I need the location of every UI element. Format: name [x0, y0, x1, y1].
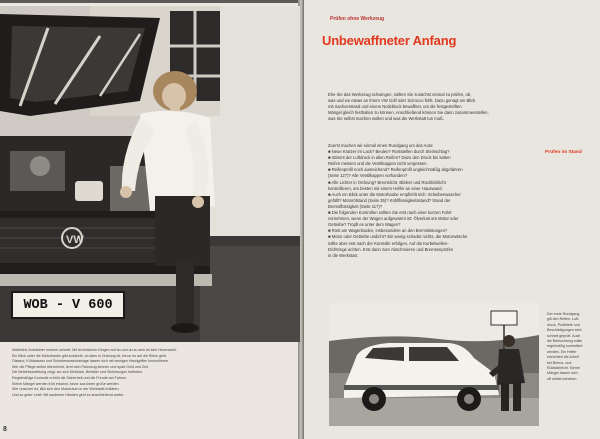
- body-line: ■ Stimmt der Luftdruck in allen Reifen? Dazu den Druck bei kalten: [328, 155, 451, 161]
- side-caption-line: druck, Profiltiefe und: [547, 322, 580, 327]
- side-caption-line: Mängel lassen sich: [547, 371, 578, 376]
- side-caption-line: die Beleuchtung sollte: [547, 339, 583, 344]
- body-line: kontrollieren, am besten mit einem Helfer an einer Hauswand.: [328, 185, 443, 191]
- body-line: ■ Reifenprofil noch ausreichend? Reifenprofil ungleichmäßig abgefahren: [328, 167, 463, 173]
- body-line: gefüllt? Motorölstand (Seite 35)? Kühlflüssigkeitsstand? Stand der: [328, 197, 451, 203]
- caption-line: Ein Blick unter die Motorhaube gibt Auskunft, ob alles in Ordnung ist, bevor es auf die Reise geht.: [12, 353, 168, 358]
- side-caption-line: erleichtert die Arbeit: [547, 355, 579, 360]
- body-line: Reifen messen und die Ventilkappen nicht vergessen.: [328, 161, 428, 167]
- tire-photo-illustration: [329, 303, 539, 426]
- body-line: Bremsflüssigkeit (Seite 117)?: [328, 203, 383, 209]
- section-kicker: Prüfen ohne Werkzeug: [330, 16, 385, 22]
- page-number: 8: [3, 426, 7, 433]
- body-line: Getriebe? Tropft es unter dem Wagen?: [328, 222, 401, 228]
- intro-line: was Sie selbst machen wollen und was die Werkstatt tun muß.: [328, 116, 444, 121]
- side-caption-line: Der erste Rundgang: [547, 312, 580, 316]
- side-caption-line: regelmäßig kontrolliert: [547, 344, 583, 349]
- body-line: ■ Neue Kratzer im Lack? Beulen? Roststellen durch Steinschlag?: [328, 149, 450, 155]
- side-caption-line: Beschädigungen sind: [547, 328, 582, 333]
- caption-line: Die Betriebsanleitung zeigt, wo sich Meßstab, Behälter und Sicherungen befinden.: [12, 370, 144, 375]
- intro-line: Ehe Sie das Werkzeug schwingen, sollten Sie zunächst einmal zu prüfen, ob,: [328, 92, 472, 97]
- body-line: in die Werkstatt.: [328, 252, 358, 258]
- intro-line: was und wo etwas an Ihrem VW Golf oder Scirocco fehlt. Dazu genügt ein Blick: [328, 98, 476, 103]
- body-line: ■ Alle Lichter in Ordnung? Bremslicht, Blinker und Rückfahrlicht: [328, 179, 446, 185]
- page-title: Unbewaffneter Anfang: [322, 33, 457, 48]
- body-line: Dichtringe achten. Erst dann zum Abschmieren und Bremsenprüfen: [328, 246, 454, 252]
- body-line: ■ Rost am Wagenboden, insbesondere an den Bremsleitungen?: [328, 228, 448, 234]
- caption-line: Und zu guter Letzt: Mit sauberen Händen geht es anschließend weiter.: [12, 392, 125, 397]
- body-line: ■ Die folgenden Kontrollen sollten Sie erst nach einer kurzen Fahrt: [328, 210, 452, 216]
- caption-line: Weibliche Autofahrer merken schnell: Mit technischen Dingen auf du und du zu sein ist kein Hexenwerk.: [12, 348, 178, 352]
- side-caption-line: bei Brems- und: [547, 360, 572, 365]
- body-line: ■ Auch ein Blick unter die Motorhaube empfiehlt sich: Scheibenwascher: [328, 191, 461, 197]
- caption-line: Wer die Pflege selbst übernimmt, lernt sein Fahrzeug kennen und spart Geld und Zeit.: [12, 364, 149, 369]
- photo-tire-check: [329, 303, 539, 426]
- body-line: ■ Motor oder Getriebe undicht? Ein wenig schadet nichts, die Motorwäsche: [328, 234, 468, 240]
- side-caption-line: gilt den Reifen: Luft-: [547, 317, 580, 322]
- caption-line: Ölstand, Kühlwasser und Scheibenwaschanlage lassen sich mit wenigen Handgriffen kontrollieren.: [12, 359, 169, 364]
- license-plate-text: WOB - V 600: [23, 298, 113, 313]
- side-caption-line: oft selbst beheben.: [547, 376, 578, 381]
- intro-line: Mängel gleich festhalten zu können. Anschließend können Sie dann zusammenstellen,: [328, 110, 489, 115]
- engine-photo-illustration: [0, 6, 300, 342]
- intro-line: mit Sachverstand und einem Notizblock bewaffnet, um die festgestellten: [328, 104, 462, 109]
- svg-text:VW: VW: [66, 234, 84, 246]
- body-line: sollte aber erst nach der Kontrolle erfolgen. Auf die Kurbelwellen-: [328, 240, 449, 246]
- caption-line: Wer unsicher ist, läßt sich den Motorraum in der Werkstatt erklären.: [12, 387, 120, 392]
- intro-paragraph: [328, 92, 532, 122]
- photo-woman-checking-engine: [0, 6, 300, 342]
- side-caption-line: schnell geprüft. Auch: [547, 333, 581, 338]
- caption-line: Regelmäßige Kontrolle erhöht die Sicherheit und die Freude am Fahren.: [12, 375, 128, 380]
- body-line: (Seite 127)? Alle Ventilkappen vorhanden?: [328, 173, 408, 179]
- body-line: vornehmen, wenn der Wagen aufgewärmt ist: Ölverlust am Motor oder: [328, 216, 459, 222]
- checklist-body: [328, 143, 528, 259]
- side-caption-line: werden. Ein Helfer: [547, 349, 577, 354]
- side-heading: Prüfen im Stand: [545, 150, 582, 155]
- body-line: Zuerst machen wir einmal einen Rundgang um das Auto:: [328, 143, 434, 148]
- caption-line: Kleine Mängel werden früh erkannt, bevor aus ihnen große werden.: [12, 381, 120, 386]
- side-caption-line: Rückfahrlicht. Kleine: [547, 366, 580, 371]
- left-caption: [12, 348, 294, 398]
- side-caption: [547, 312, 595, 382]
